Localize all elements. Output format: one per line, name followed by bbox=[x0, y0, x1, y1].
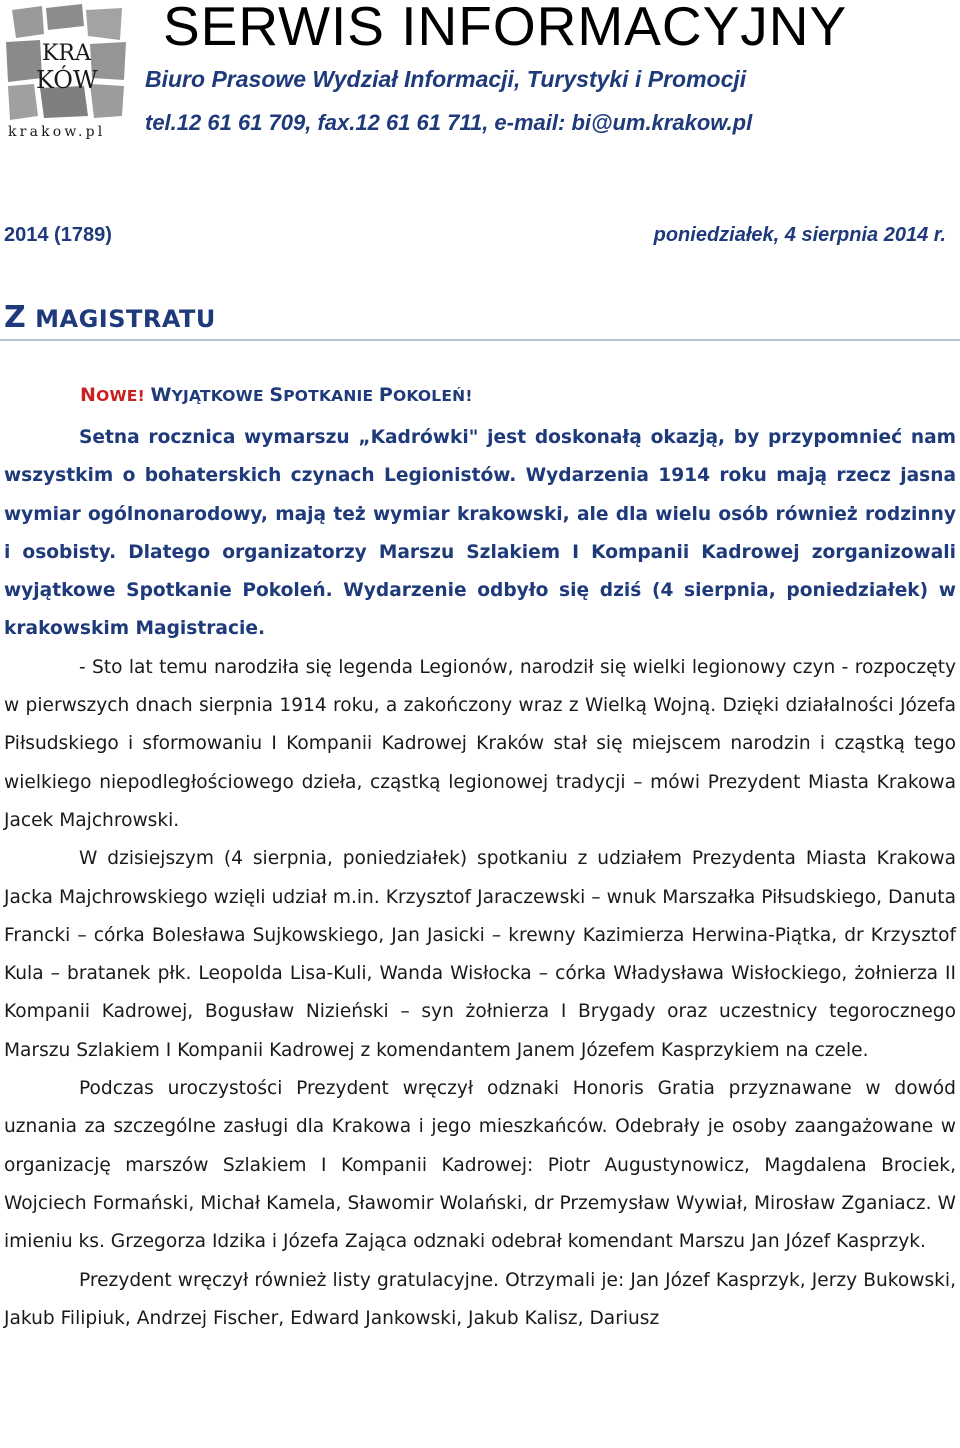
headline-new-rest: OWE! bbox=[96, 387, 145, 405]
section-divider bbox=[0, 339, 960, 341]
headline-s-first: S bbox=[269, 384, 284, 406]
logo-url-text: krakow.pl bbox=[8, 124, 106, 140]
headline-s-rest: POTKANIE bbox=[283, 387, 379, 405]
article-lead: Setna rocznica wymarszu „Kadrówki" jest doskonałą okazją, by przypomnieć nam wszystkim o bohaterskich czynach Legionistów. Wydarzenia 1914 roku mają rzecz jasna wymiar ogólnonarodowy, mają też wymiar krakowski, ale dla wielu osób również rodzinny i osobisty. Dlatego organizatorzy Marszu Szlakiem I Kompanii Kadrowej zorganizowali wyjątkowe Spotkanie Pokoleń. Wydarzenie odbyło się dziś (4 sierpnia, poniedziałek) w krakowskim Magistracie. bbox=[4, 427, 956, 640]
section-first-letter: Z bbox=[4, 300, 27, 335]
logo-text-kra: KRA bbox=[42, 41, 91, 66]
headline-p-rest: OKOLEŃ! bbox=[393, 387, 473, 405]
issue-date: poniedziałek, 4 sierpnia 2014 r. bbox=[653, 224, 946, 246]
section-rest: MAGISTRATU bbox=[26, 305, 216, 333]
headline-w-rest: YJĄTKOWE bbox=[171, 387, 270, 405]
headline-new-first: N bbox=[80, 384, 97, 406]
headline-w-first: W bbox=[150, 384, 172, 406]
article-headline bbox=[80, 384, 473, 406]
page-title: SERWIS INFORMACYJNY bbox=[163, 0, 848, 57]
article-paragraph-4: Prezydent wręczył również listy gratulacyjne. Otrzymali je: Jan Józef Kasprzyk, Jerzy Bukowski, Jakub Filipiuk, Andrzej Fischer, Edward Jankowski, Jakub Kalisz, Dariusz bbox=[4, 1269, 956, 1329]
krakow-logo bbox=[4, 4, 128, 140]
article-body bbox=[4, 419, 956, 1338]
section-heading bbox=[4, 300, 216, 335]
article-paragraph-3: Podczas uroczystości Prezydent wręczył odznaki Honoris Gratia przyznawane w dowód uznania za szczególne zasługi dla Krakowa i jego mieszkańców. Odebrały je osoby zaangażowane w organizację marszów Szlakiem I Kompanii Kadrowej: Piotr Augustynowicz, Magdalena Brociek, Wojciech Formański, Michał Kamela, Sławomir Wolański, dr Przemysław Wywiał, Mirosław Zganiacz. W imieniu ks. Grzegorza Idzika i Józefa Zająca odznaki odebrał komendant Marszu Jan Józef Kasprzyk. bbox=[4, 1078, 956, 1253]
article-paragraph-2: W dzisiejszym (4 sierpnia, poniedziałek) spotkaniu z udziałem Prezydenta Miasta Krakowa Jacka Majchrowskiego wzięli udział m.in. Krzysztof Jaraczewski – wnuk Marszałka Piłsudskiego, Danuta Francki – córka Bolesława Sujkowskiego, Jan Jasicki – krewny Kazimierza Herwina-Piątka, dr Krzysztof Kula – bratanek płk. Leopolda Lisa-Kuli, Wanda Wisłocka – córka Władysława Wisłockiego, żołnierza II Kompanii Kadrowej, Bogusław Nizieński – syn żołnierza I Brygady oraz uczestnicy tegorocznego Marszu Szlakiem I Kompanii Kadrowej z komendantem Janem Józefem Kasprzykiem na czele. bbox=[4, 848, 956, 1061]
page-subtitle: Biuro Prasowe Wydział Informacji, Turystyki i Promocji bbox=[145, 66, 747, 92]
headline-p-first: P bbox=[378, 384, 394, 406]
logo-text-kow: KÓW bbox=[36, 66, 98, 94]
issue-number: 2014 (1789) bbox=[4, 224, 112, 246]
contact-line: tel.12 61 61 709, fax.12 61 61 711, e-mail: bi@um.krakow.pl bbox=[145, 110, 753, 135]
article-paragraph-1: - Sto lat temu narodziła się legenda Legionów, narodził się wielki legionowy czyn - rozpoczęty w pierwszych dnach sierpnia 1914 roku, a zakończony wraz z Wielką Wojną. Dzięki działalności Józefa Piłsudskiego i sformowaniu I Kompanii Kadrowej Kraków stał się miejscem narodzin i cząstką tego wielkiego niepodległościowego dzieła, cząstką legionowej tradycji – mówi Prezydent Miasta Krakowa Jacek Majchrowski. bbox=[4, 656, 956, 831]
